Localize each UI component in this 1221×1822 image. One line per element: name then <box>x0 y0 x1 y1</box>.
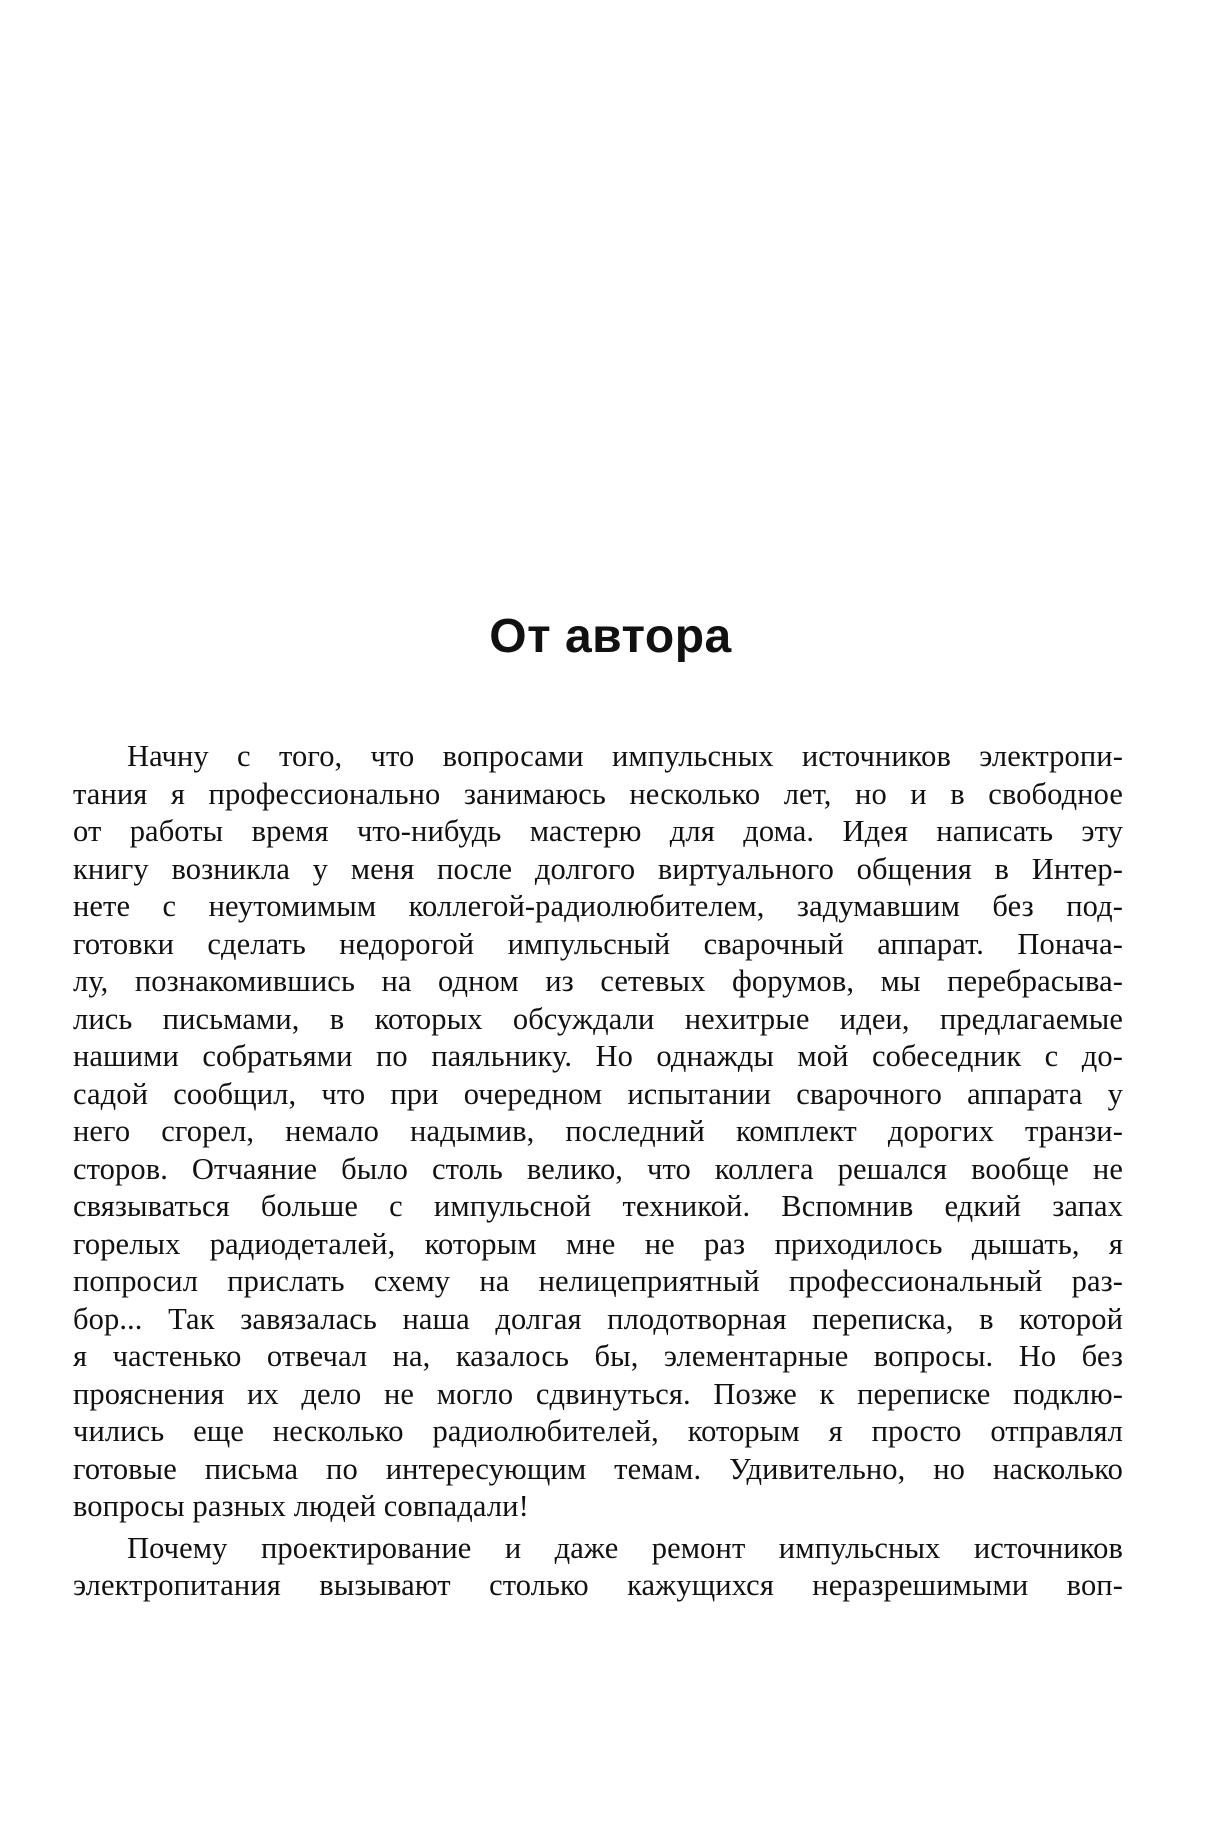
text-line: лу, познакомившись на одном из сетевых форумов, мы перебрасыва- <box>73 964 1123 998</box>
text-line: него сгорел, немало надымив, последний комплект дорогих транзи- <box>73 1114 1123 1148</box>
text-line: лись письмами, в которых обсуждали нехитрые идеи, предлагаемые <box>73 1001 1123 1036</box>
text-line: тания я профессионально занимаюсь несколько лет, но и в свободное <box>73 776 1123 811</box>
text-line: готовые письма по интересующим темам. Удивительно, но насколько <box>73 1451 1123 1486</box>
text-line: сторов. Отчаяние было столь велико, что коллега решался вообще не <box>73 1151 1123 1186</box>
text-line: нашими собратьями по паяльнику. Но однажды мой собеседник с до- <box>73 1039 1123 1073</box>
text-line: нете с неутомимым коллегой-радиолюбителем, задумавшим без под- <box>73 889 1123 923</box>
paragraph-1 <box>73 738 1123 1526</box>
text-line: попросил прислать схему на нелицеприятный профессиональный раз- <box>73 1264 1123 1298</box>
text-line: садой сообщил, что при очередном испытании сварочного аппарата у <box>73 1076 1123 1111</box>
text-line: вопросы разных людей совпадали! <box>73 1489 529 1523</box>
paragraph-2 <box>73 1530 1123 1605</box>
text-line: Почему проектирование и даже ремонт импульсных источников <box>127 1530 1123 1565</box>
text-line: книгу возникла у меня после долгого виртуального общения в Интер- <box>73 851 1123 886</box>
text-line: Начну с того, что вопросами импульсных источников электропи- <box>127 739 1123 773</box>
text-line: бор... Так завязалась наша долгая плодотворная переписка, в которой <box>73 1301 1123 1336</box>
body-text <box>73 738 1123 1609</box>
text-line: связываться больше с импульсной техникой. Вспомнив едкий запах <box>73 1189 1123 1223</box>
text-line: от работы время что-нибудь мастерю для дома. Идея написать эту <box>73 814 1123 848</box>
text-line: прояснения их дело не могло сдвинуться. Позже к переписке подклю- <box>73 1376 1123 1411</box>
text-line: чились еще несколько радиолюбителей, которым я просто отправлял <box>73 1414 1123 1448</box>
text-line: готовки сделать недорогой импульсный сварочный аппарат. Понача- <box>73 926 1123 961</box>
text-line: горелых радиодеталей, которым мне не раз приходилось дышать, я <box>73 1226 1123 1261</box>
chapter-heading: От автора <box>489 610 732 663</box>
text-line: я частенько отвечал на, казалось бы, элементарные вопросы. Но без <box>73 1339 1123 1373</box>
text-line: электропитания вызывают столько кажущихся неразрешимыми воп- <box>73 1568 1123 1602</box>
